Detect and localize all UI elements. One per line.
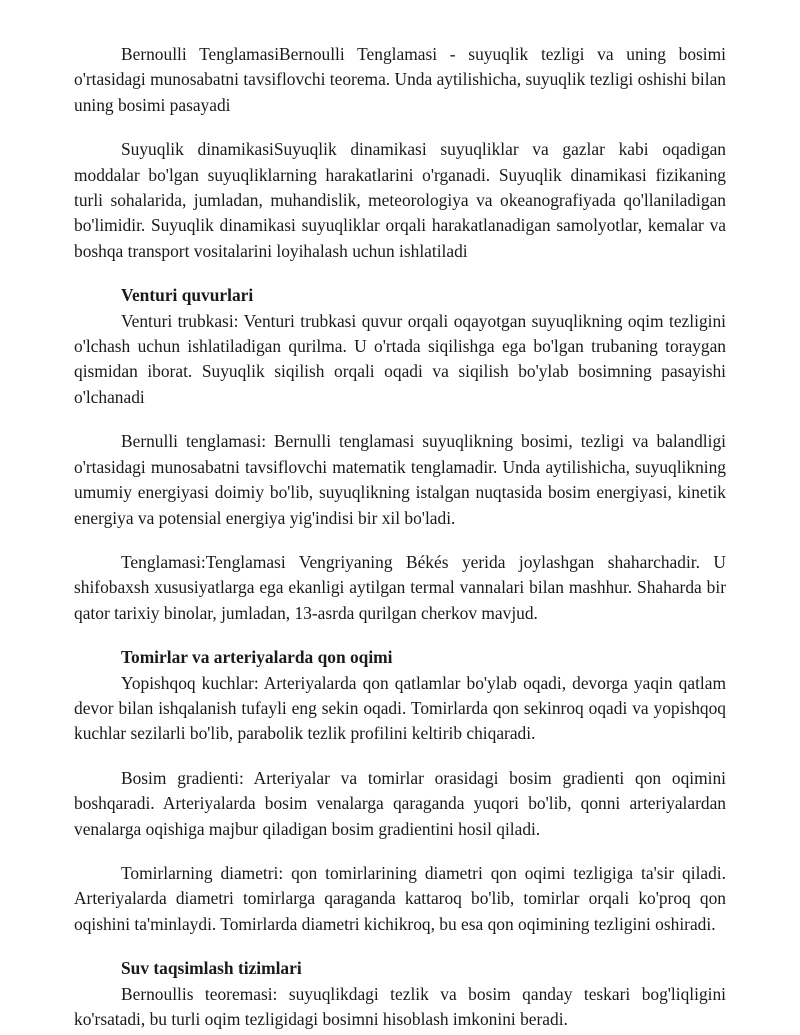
paragraph-bernoullis-theorem: Bernoullis teoremasi: suyuqlikdagi tezlik va bosim qanday teskari bog'liqligini ko'rsatadi, bu turli oqim tezligidagi bosimni hisoblash imkonini beradi. [74,983,726,1029]
paragraph-tenglamasi: Tenglamasi:Tenglamasi Vengriyaning Békés yerida joylashgan shaharchadir. U shifobaxsh xususiyatlarga ega ekanligi aytilgan termal vannalari bilan mashhur. Shaharda bir qator tarixiy binolar, jumladan, 13-asrda qurilgan cherkov mavjud. [74,551,726,623]
section-blood-flow [74,645,726,937]
paragraph-pressure-gradient: Bosim gradienti: Arteriyalar va tomirlar orasidagi bosim gradienti qon oqimini boshqaradi. Arteriyalarda bosim venalarga qaraganda yuqori bo'lib, qonni arteriyalardan venalarga oqishiga majbur qiladigan bosim gradientini hosil qiladi. [74,767,726,839]
section-heading-blood-flow: Tomirlar va arteriyalarda qon oqimi [121,647,393,668]
section-water-distribution [74,956,726,1032]
paragraph-viscous-forces: Yopishqoq kuchlar: Arteriyalarda qon qatlamlar bo'ylab oqadi, devorga yaqin qatlam devor bilan ishqalanish tufayli eng sekin oqadi. Tomirlarda qon sekinroq oqadi va yopishqoq kuchlar sezilarli bo'lib, parabolik tezlik profilini keltirib chiqaradi. [74,672,726,744]
section-heading-venturi: Venturi quvurlari [121,285,254,306]
paragraph-bernoulli-equation: Bernulli tenglamasi: Bernulli tenglamasi suyuqlikning bosimi, tezligi va balandligi o'rtasidagi munosabatni tavsiflovchi matematik tenglamadir. Unda aytilishicha, suyuqlikning umumiy energiyasi doimiy bo'lib, suyuqlikning istalgan nuqtasida bosim energiyasi, kinetik energiya va potensial energiya yig'indisi bir xil bo'ladi. [74,431,726,528]
section-heading-water-distribution: Suv taqsimlash tizimlari [121,958,302,979]
paragraph-fluid-dynamics: Suyuqlik dinamikasiSuyuqlik dinamikasi suyuqliklar va gazlar kabi oqadigan moddalar bo'lgan suyuqliklarning harakatlarini o'rganadi. Suyuqlik dinamikasi fizikaning turli sohalarida, jumladan, muhandislik, meteorologiya va okeanografiyada qo'llaniladigan bo'limidir. Suyuqlik dinamikasi suyuqliklar orqali harakatlanadigan samolyotlar, kemalar va boshqa transport vositalarini loyihalash uchun ishlatiladi [74,139,726,261]
paragraph-venturi-tube: Venturi trubkasi: Venturi trubkasi quvur orqali oqayotgan suyuqlikning oqim tezligini o'lchash uchun ishlatiladigan qurilma. U o'rtada siqilishga ega bo'lgan trubaning toraygan qismidan iborat. Suyuqlik siqilish orqali oqadi va siqilish bo'ylab bosimning pasayishi o'lchanadi [74,310,726,407]
section-venturi [74,283,726,626]
paragraph-vessel-diameter: Tomirlarning diametri: qon tomirlarining diametri qon oqimi tezligiga ta'sir qiladi. Arteriyalarda diametri tomirlarga qaraganda kattaroq bo'lib, tomirlar orqali ko'proq qon oqishini ta'minlaydi. Tomirlarda diametri kichikroq, bu esa qon oqimining tezligini oshiradi. [74,862,726,934]
paragraph-bernoulli-intro: Bernoulli TenglamasiBernoulli Tenglamasi - suyuqlik tezligi va uning bosimi o'rtasidagi munosabatni tavsiflovchi teorema. Unda aytilishicha, suyuqlik tezligi oshishi bilan uning bosimi pasayadi [74,44,726,115]
